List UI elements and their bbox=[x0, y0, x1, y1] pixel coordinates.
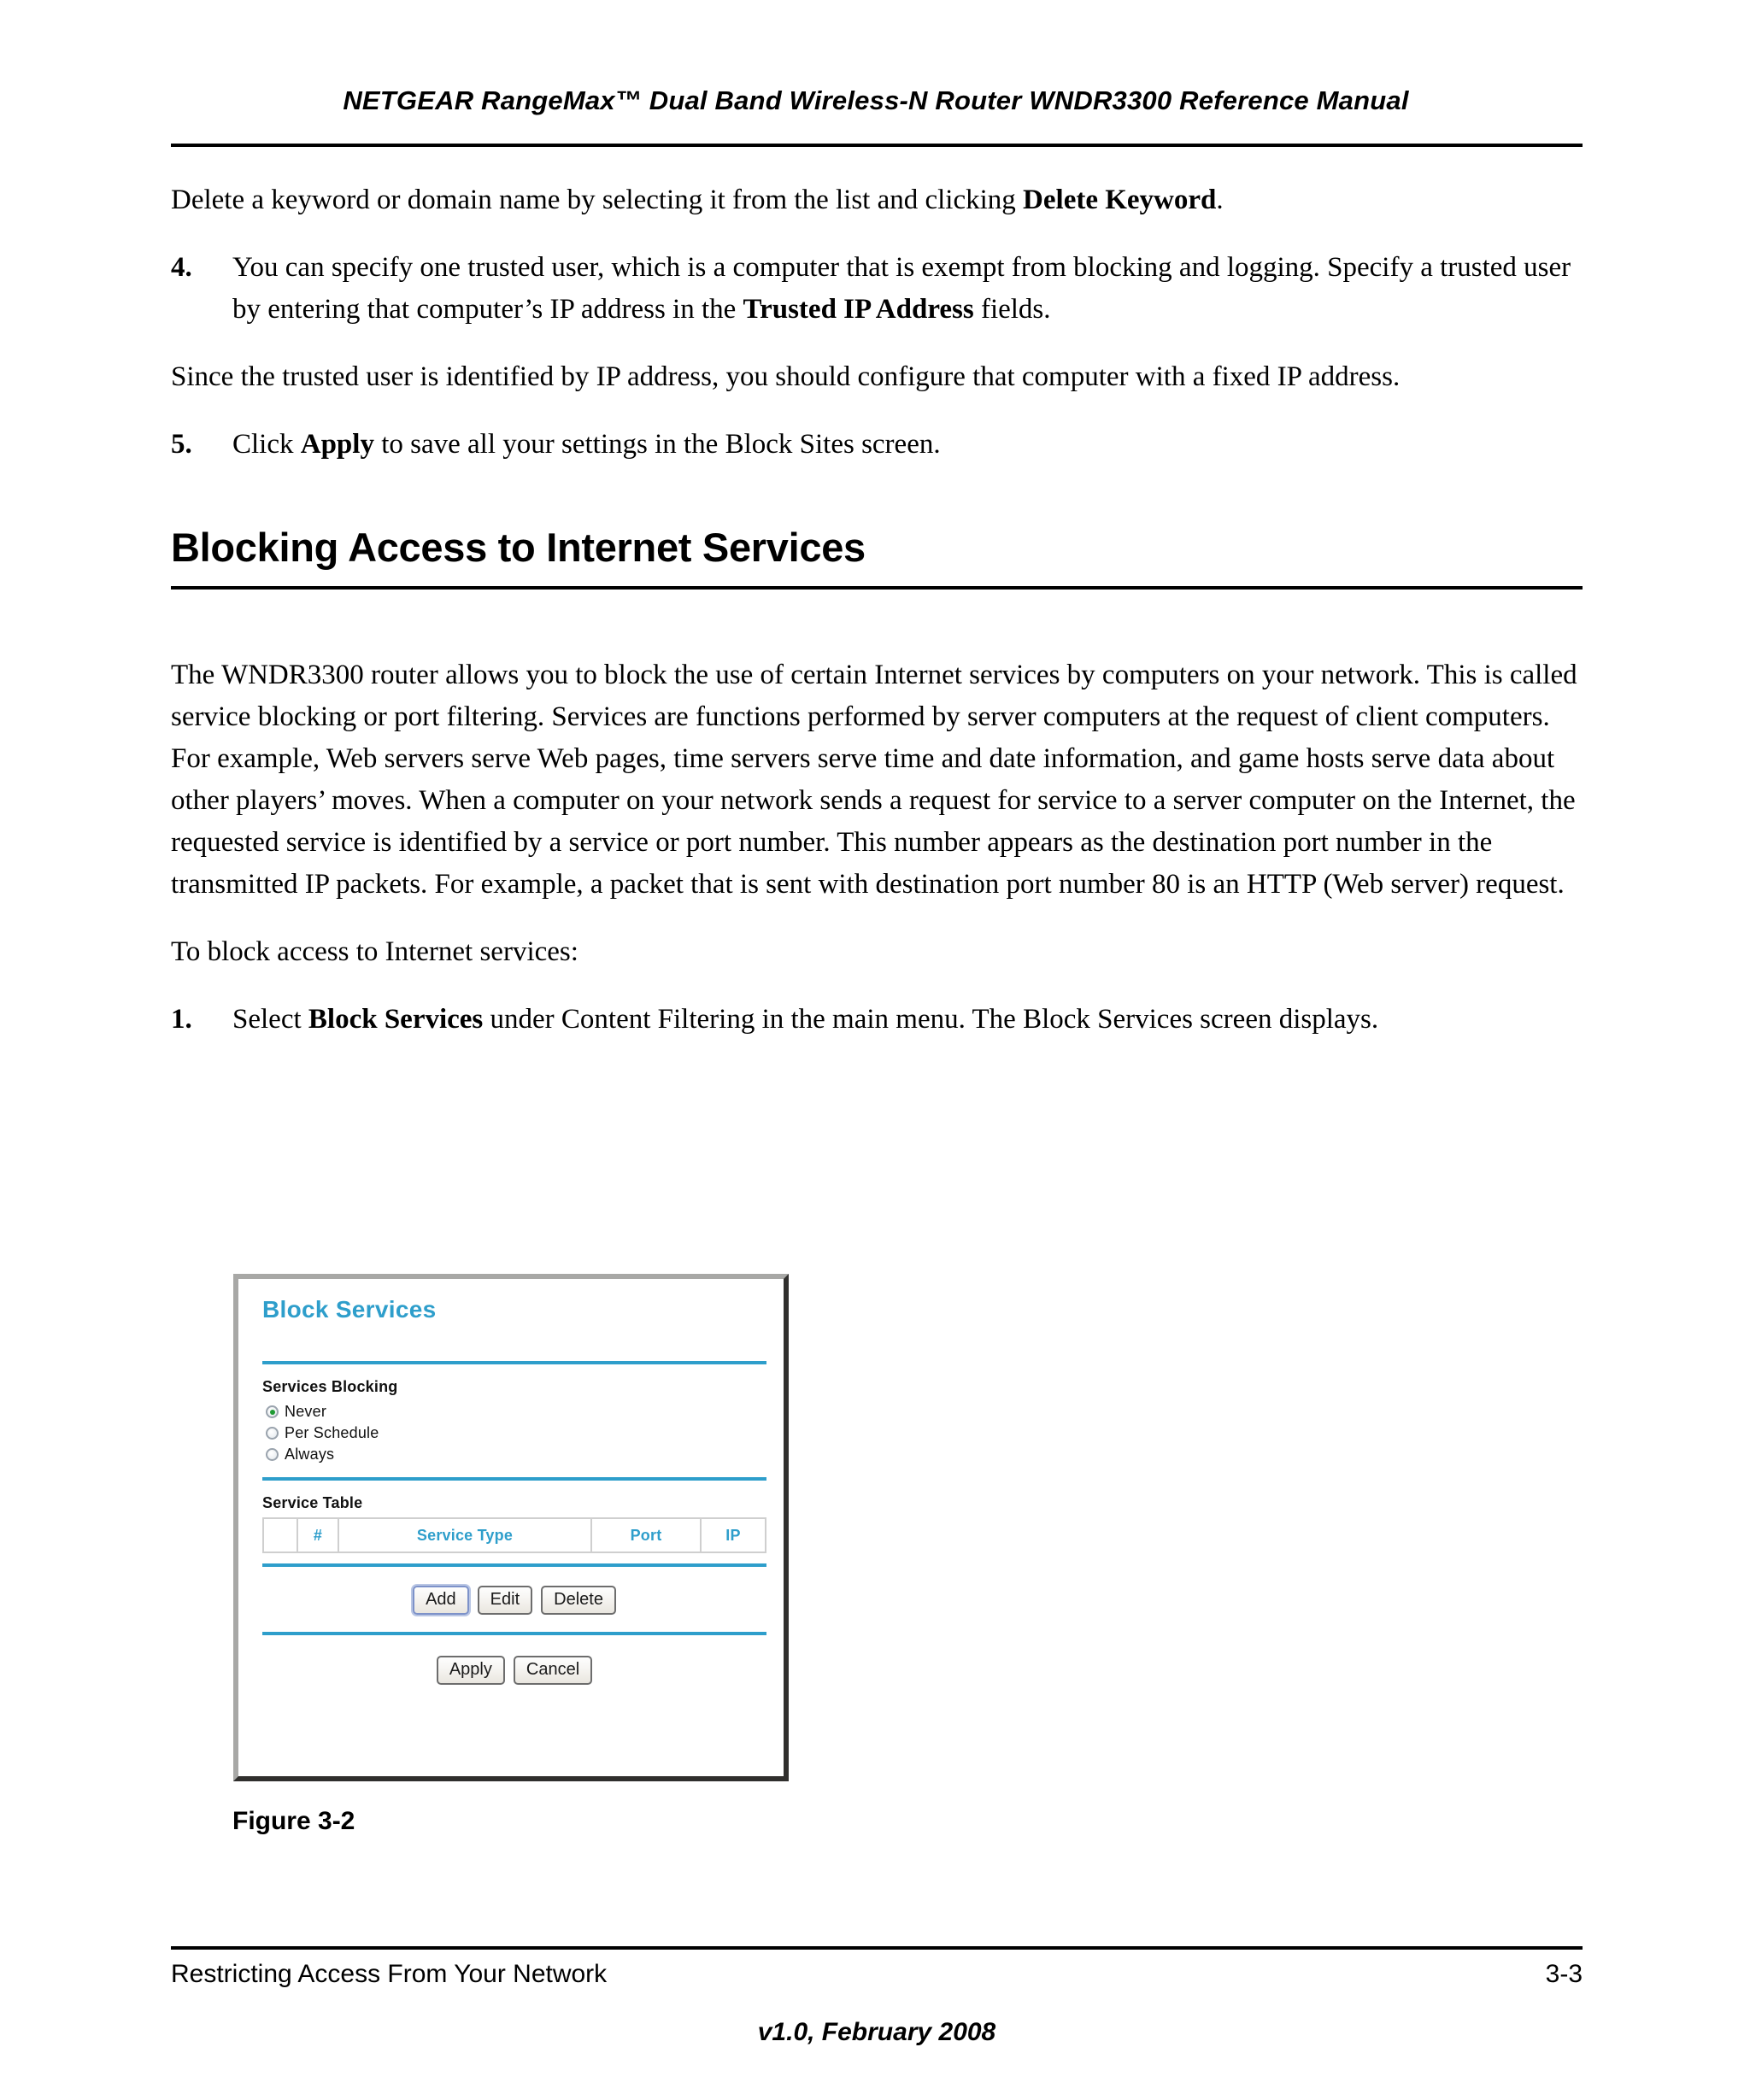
step-4-number: 4. bbox=[171, 252, 192, 283]
delete-keyword-prefix: Delete a keyword or domain name by selecting it from the list and clicking bbox=[171, 185, 1024, 215]
divider-middle bbox=[262, 1477, 766, 1481]
spacer bbox=[171, 466, 1583, 524]
apply-button[interactable]: Apply bbox=[437, 1656, 505, 1685]
service-table-header-row bbox=[263, 1518, 766, 1552]
trusted-user-note: Since the trusted user is identified by IP address, you should configure that computer with a fixed IP address. bbox=[171, 361, 1401, 392]
figure-inner bbox=[238, 1279, 784, 1776]
service-table-button-row bbox=[262, 1586, 766, 1615]
add-button[interactable]: Add bbox=[413, 1586, 469, 1615]
footer-rule bbox=[171, 1946, 1583, 1950]
step-5-bold: Apply bbox=[300, 429, 374, 460]
service-table-header-select bbox=[263, 1518, 297, 1552]
spacer bbox=[171, 590, 1583, 654]
screen-title: Block Services bbox=[262, 1296, 437, 1323]
radio-option-per-schedule[interactable] bbox=[266, 1422, 766, 1444]
figure-block-services bbox=[233, 1274, 789, 1781]
step-5 bbox=[171, 424, 1583, 466]
radio-never-label: Never bbox=[285, 1403, 327, 1420]
running-header: NETGEAR RangeMax™ Dual Band Wireless-N Router WNDR3300 Reference Manual bbox=[343, 85, 1409, 115]
divider-below-table bbox=[262, 1563, 766, 1567]
divider-bottom bbox=[262, 1632, 766, 1635]
spacer bbox=[171, 906, 1583, 931]
delete-keyword-suffix: . bbox=[1216, 185, 1224, 215]
spacer bbox=[171, 398, 1583, 424]
radio-per-schedule-icon[interactable] bbox=[266, 1427, 279, 1440]
form-action-button-row bbox=[262, 1656, 766, 1685]
service-table-label: Service Table bbox=[262, 1494, 363, 1511]
spacer bbox=[262, 1553, 766, 1563]
step-1-part1: Select bbox=[232, 1004, 308, 1035]
spacer bbox=[262, 1465, 766, 1477]
step-1-part2: under Content Filtering in the main menu. The Block Services screen displays. bbox=[483, 1004, 1379, 1035]
step-4-part2: fields. bbox=[973, 294, 1051, 325]
step-5-number: 5. bbox=[171, 429, 192, 460]
radio-per-schedule-label: Per Schedule bbox=[285, 1424, 379, 1441]
router-admin-screen bbox=[262, 1296, 766, 1766]
radio-never-icon[interactable] bbox=[266, 1405, 279, 1418]
figure-caption: Figure 3-2 bbox=[232, 1807, 355, 1835]
radio-option-never[interactable] bbox=[266, 1401, 766, 1422]
radio-always-label: Always bbox=[285, 1446, 335, 1463]
section-heading: Blocking Access to Internet Services bbox=[171, 525, 866, 570]
footer-chapter-title: Restricting Access From Your Network bbox=[171, 1960, 608, 1988]
step-5-part2: to save all your settings in the Block Sites screen. bbox=[373, 429, 941, 460]
step-4-text bbox=[232, 247, 1583, 331]
step-5-part1: Click bbox=[232, 429, 301, 460]
service-table-header-service-type: Service Type bbox=[338, 1518, 591, 1552]
spacer bbox=[171, 973, 1583, 999]
service-table bbox=[262, 1517, 766, 1553]
service-table-header-ip: IP bbox=[701, 1518, 766, 1552]
spacer bbox=[171, 331, 1583, 356]
delete-button[interactable]: Delete bbox=[541, 1586, 616, 1615]
step-1-number: 1. bbox=[171, 1004, 192, 1035]
header-rule bbox=[171, 144, 1583, 147]
footer-page-number: 3-3 bbox=[1545, 1960, 1583, 1988]
service-table-header-num: # bbox=[297, 1518, 338, 1552]
step-1-bold: Block Services bbox=[308, 1004, 484, 1035]
service-table-header-port: Port bbox=[591, 1518, 701, 1552]
radio-always-icon[interactable] bbox=[266, 1448, 279, 1461]
divider-top bbox=[262, 1361, 766, 1364]
step-1 bbox=[171, 999, 1583, 1041]
step-4-bold: Trusted IP Address bbox=[743, 294, 974, 325]
step-4 bbox=[171, 247, 1583, 331]
step-5-text bbox=[232, 424, 1583, 466]
lead-in-text: To block access to Internet services: bbox=[171, 936, 578, 967]
spacer bbox=[171, 221, 1583, 247]
step-1-text bbox=[232, 999, 1583, 1041]
intro-paragraph: The WNDR3300 router allows you to block the use of certain Internet services by computers on your network. This is called service blocking or port filtering. Services are functions performed by server computers at the request of client computers. For example, Web servers serve Web pages, time servers serve time and date information, and game hosts serve data about other players’ moves. When a computer on your network sends a request for service to a server computer on the Internet, the requested service is identified by a service or port number. This number appears as the destination port number in the transmitted IP packets. For example, a packet that is sent with destination port number 80 is an HTTP (Web server) request. bbox=[171, 660, 1577, 900]
radio-option-always[interactable] bbox=[266, 1444, 766, 1465]
step-4-part1: You can specify one trusted user, which is a computer that is exempt from blocking and logging. Specify a trusted user by entering that computer’s IP address in the bbox=[232, 252, 1571, 325]
edit-button[interactable]: Edit bbox=[478, 1586, 532, 1615]
cancel-button[interactable]: Cancel bbox=[514, 1656, 592, 1685]
delete-keyword-paragraph bbox=[171, 179, 1521, 221]
footer-version: v1.0, February 2008 bbox=[757, 2018, 996, 2046]
page-content bbox=[171, 179, 1583, 1041]
services-blocking-label: Services Blocking bbox=[262, 1378, 398, 1395]
delete-keyword-bold: Delete Keyword bbox=[1023, 185, 1217, 215]
